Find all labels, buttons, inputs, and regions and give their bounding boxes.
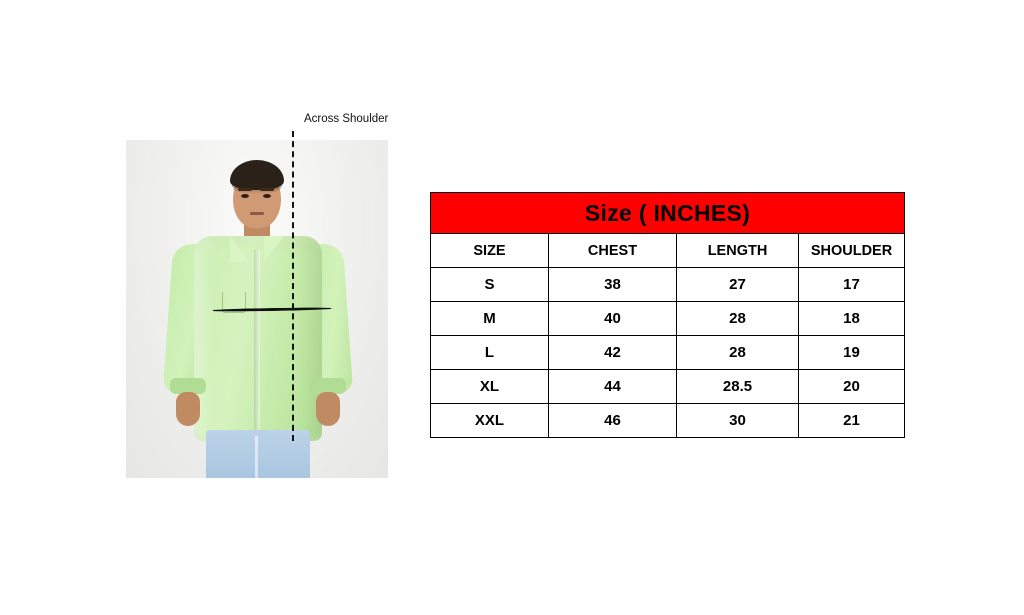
table-row <box>431 370 905 404</box>
model-hand-right <box>316 392 340 426</box>
cell-size: XXL <box>431 404 549 438</box>
column-header-length: LENGTH <box>677 234 799 268</box>
model-hair <box>230 160 284 190</box>
column-header-size: SIZE <box>431 234 549 268</box>
cell-shoulder: 20 <box>799 370 905 404</box>
table-row <box>431 268 905 302</box>
cell-chest: 46 <box>549 404 677 438</box>
cell-chest: 40 <box>549 302 677 336</box>
size-chart-title-row <box>431 193 905 234</box>
cell-length: 27 <box>677 268 799 302</box>
column-header-chest: CHEST <box>549 234 677 268</box>
cell-chest: 42 <box>549 336 677 370</box>
size-chart-table <box>430 192 905 438</box>
model-mouth <box>250 212 264 215</box>
size-chart-title: Size ( INCHES) <box>431 193 905 234</box>
cell-length: 28.5 <box>677 370 799 404</box>
model-eye-right <box>263 194 271 198</box>
table-row <box>431 302 905 336</box>
across-shoulder-label: Across Shoulder <box>304 113 389 125</box>
cell-length: 30 <box>677 404 799 438</box>
cell-chest: 44 <box>549 370 677 404</box>
table-row <box>431 404 905 438</box>
table-row <box>431 336 905 370</box>
cell-chest: 38 <box>549 268 677 302</box>
cell-length: 28 <box>677 302 799 336</box>
cell-shoulder: 17 <box>799 268 905 302</box>
size-chart-header-row <box>431 234 905 268</box>
model-eye-left <box>241 194 249 198</box>
shirt-collar-left <box>230 236 250 262</box>
cell-size: L <box>431 336 549 370</box>
model-eyebrow-right <box>260 188 274 191</box>
cell-length: 28 <box>677 336 799 370</box>
model-hand-left <box>176 392 200 426</box>
shirt-placket <box>254 250 260 440</box>
across-shoulder-guide-line <box>292 131 294 441</box>
cell-shoulder: 18 <box>799 302 905 336</box>
column-header-shoulder: SHOULDER <box>799 234 905 268</box>
cell-size: S <box>431 268 549 302</box>
cell-size: XL <box>431 370 549 404</box>
cell-shoulder: 21 <box>799 404 905 438</box>
chest-measure-line <box>210 307 334 312</box>
model-eyebrow-left <box>238 188 252 191</box>
cell-shoulder: 19 <box>799 336 905 370</box>
cell-size: M <box>431 302 549 336</box>
shirt-collar-right <box>264 236 284 262</box>
model-jeans <box>206 430 310 478</box>
